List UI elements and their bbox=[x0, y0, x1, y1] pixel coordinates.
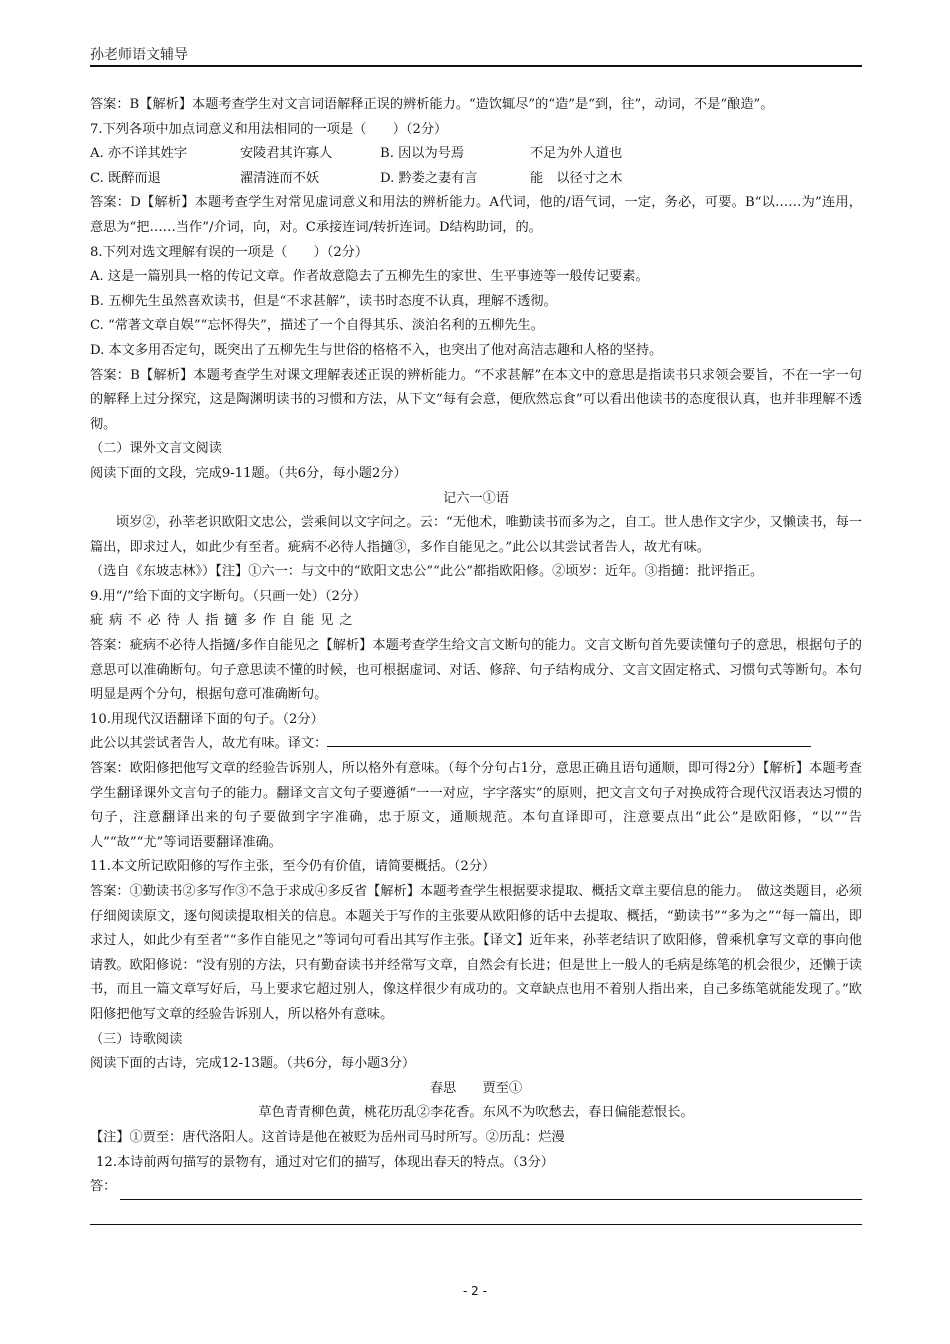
page-number: - 2 - bbox=[463, 1284, 487, 1298]
q7-option-d: D. 黔娄之妻有言 bbox=[380, 170, 478, 186]
q9-answer: 答案：疵病不必待人指擿/多作自能见之【解析】本题考查学生给文言文断句的能力。文言文断句首先要读懂句子的意思，根据句子的意思可以准确断句。句子意思读不懂的时候，也可根据虚词、对话、修辞、句子结构成分、文言文固定格式、习惯句式等断句。本句明显是两个分句，根据句意可准确断句。 bbox=[90, 638, 862, 703]
page-header-title: 孙老师语文辅导 bbox=[90, 47, 188, 63]
q8-stem: 8.下列对选文理解有误的一项是（ ）（2分） bbox=[90, 244, 369, 260]
header-rule bbox=[90, 65, 862, 67]
q7-options-row-2 bbox=[90, 167, 862, 192]
q7-option-c-2: 濯清涟而不妖 bbox=[240, 170, 320, 186]
passage-title: 记六一①语 bbox=[443, 490, 509, 506]
q8-option-b: B. 五柳先生虽然喜欢读书，但是“不求甚解”，读书时态度不认真，理解不透彻。 bbox=[90, 293, 557, 309]
q7-option-a: A. 亦不详其姓字 bbox=[90, 146, 188, 162]
q6-answer: 答案：B【解析】本题考查学生对文言词语解释正误的辨析能力。“造饮辄尽”的“造”是“到，往”，动词，不是“酿造”。 bbox=[90, 97, 774, 112]
section-2-heading: （二）课外文言文阅读 bbox=[90, 441, 222, 457]
q10-stem: 10.用现代汉语翻译下面的句子。（2分） bbox=[90, 711, 324, 727]
poem-text: 草色青青柳色黄，桃花历乱②李花香。东风不为吹愁去，春日偏能惹恨长。 bbox=[258, 1105, 694, 1121]
q10-answer: 答案：欧阳修把他写文章的经验告诉别人，所以格外有意味。（每个分句占1分，意思正确且语句通顺，即可得2分）【解析】本题考查学生翻译课外文言句子的能力。翻译文言文句子要遵循“一一对应，字字落实”的原则，把文言文句子对换成符合现代汉语表达习惯的句子，注意翻译出来的句子要做到字字准确，忠于原文，通顺规范。本句直译即可，注意要点出“此公”是欧阳修，“以”“告人”“故”“尤”等词语要翻译准确。 bbox=[90, 761, 862, 850]
q7-option-d-2: 能 以径寸之木 bbox=[530, 170, 623, 186]
q11-answer: 答案：①勤读书②多写作③不急于求成④多反省【解析】本题考查学生根据要求提取、概括文章主要信息的能力。 做这类题目，必须仔细阅读原文，逐句阅读提取相关的信息。本题关于写作的主张要从欧阳修的话中去提取、概括，“勤读书”“多为之”“每一篇出，即求过人，如此少有至者”“多作自能见之”等词句可看出其写作主张。【译文】近年来，孙莘老结识了欧阳修，曾乘机拿写文章的事向他请教。欧阳修说：“没有别的方法，只有勤奋读书并经常写文章，自然会有长进；但是世上一般人的毛病是练笔的机会很少，还懒于读书，而且一篇文章写好后，马上要求它超过别人，像这样很少有成功的。文章缺点也用不着别人指出来，自己多练笔就能发现了。”欧阳修把他写文章的经验告诉别人，所以格外有意味。 bbox=[90, 884, 862, 1022]
section-2-intro: 阅读下面的文段，完成9-11题。（共6分，每小题2分） bbox=[90, 465, 407, 481]
q12-answer-line bbox=[90, 1175, 862, 1200]
q12-stem: 12.本诗前两句描写的景物有，通过对它们的描写，体现出春天的特点。（3分） bbox=[96, 1154, 554, 1170]
q7-option-a-2: 安陵君其许寡人 bbox=[240, 146, 333, 162]
passage-body: 顷岁②，孙莘老识欧阳文忠公，尝乘间以文字问之。云：“无他术，唯勤读书而多为之，自工。世人患作文字少，又懒读书，每一篇出，即求过人，如此少有至者。疵病不必待人指擿③，多作自能见之。”此公以其尝试者告人，故尤有味。 bbox=[90, 515, 862, 555]
q7-stem: 7.下列各项中加点词意义和用法相同的一项是（ ）（2分） bbox=[90, 121, 448, 137]
q11-stem: 11.本文所记欧阳修的写作主张，至今仍有价值，请简要概括。（2分） bbox=[90, 859, 496, 875]
section-3-heading: （三）诗歌阅读 bbox=[90, 1031, 183, 1047]
q8-option-c: C. “常著文章自娱”“忘怀得失”，描述了一个自得其乐、淡泊名利的五柳先生。 bbox=[90, 318, 544, 334]
q12-answer-label: 答： bbox=[90, 1179, 117, 1195]
q7-answer: 答案：D【解析】本题考查学生对常见虚词意义和用法的辨析能力。A代词，他的/语气词，一定，务必，可要。B“以……为”连用，意思为“把……当作”/介词，向，对。C承接连词/转折连词。D结构助词，的。 bbox=[90, 195, 862, 235]
q7-options-row-1 bbox=[90, 142, 862, 167]
passage-note: （选自《东坡志林》）【注】①六一：与文中的“欧阳文忠公”“此公”都指欧阳修。②顷岁：近年。③指擿：批评指正。 bbox=[90, 564, 764, 580]
q7-option-b-2: 不足为外人道也 bbox=[530, 146, 623, 162]
q9-stem: 9.用“/”给下面的文字断句。（只画一处）（2分） bbox=[90, 588, 367, 604]
section-3-intro: 阅读下面的古诗，完成12-13题。（共6分，每小题3分） bbox=[90, 1056, 416, 1072]
q10-sentence: 此公以其尝试者告人，故尤有味。译文： bbox=[90, 736, 328, 752]
q10-sentence-line bbox=[90, 732, 862, 757]
q12-answer-blank-2[interactable] bbox=[90, 1200, 862, 1225]
q10-answer-blank[interactable] bbox=[327, 732, 811, 747]
q8-option-a: A. 这是一篇别具一格的传记文章。作者故意隐去了五柳先生的家世、生平事迹等一般传记要素。 bbox=[90, 269, 649, 285]
document-body bbox=[90, 93, 862, 1225]
q8-answer: 答案：B【解析】本题考查学生对课文理解表述正误的辨析能力。“不求甚解”在本文中的意思是指读书只求领会要旨，不在一字一句的解释上过分探究，这是陶渊明读书的习惯和方法，从下文“每有会意，便欣然忘食”可以看出他读书的态度很认真，也并非理解不透彻。 bbox=[90, 367, 862, 432]
q12-answer-blank[interactable] bbox=[120, 1185, 862, 1200]
q7-option-c: C. 既醉而退 bbox=[90, 170, 161, 186]
poem-note: 【注】①贾至：唐代洛阳人。这首诗是他在被贬为岳州司马时所写。②历乱：烂漫 bbox=[90, 1129, 565, 1145]
q8-option-d: D. 本文多用否定句，既突出了五柳先生与世俗的格格不入，也突出了他对高洁志趣和人格的坚持。 bbox=[90, 342, 663, 358]
poem-title: 春思 贾至① bbox=[429, 1080, 523, 1096]
q9-sentence: 疵病不必待人指擿多作自能见之 bbox=[90, 613, 359, 629]
q7-option-b: B. 因以为号焉 bbox=[380, 146, 465, 162]
